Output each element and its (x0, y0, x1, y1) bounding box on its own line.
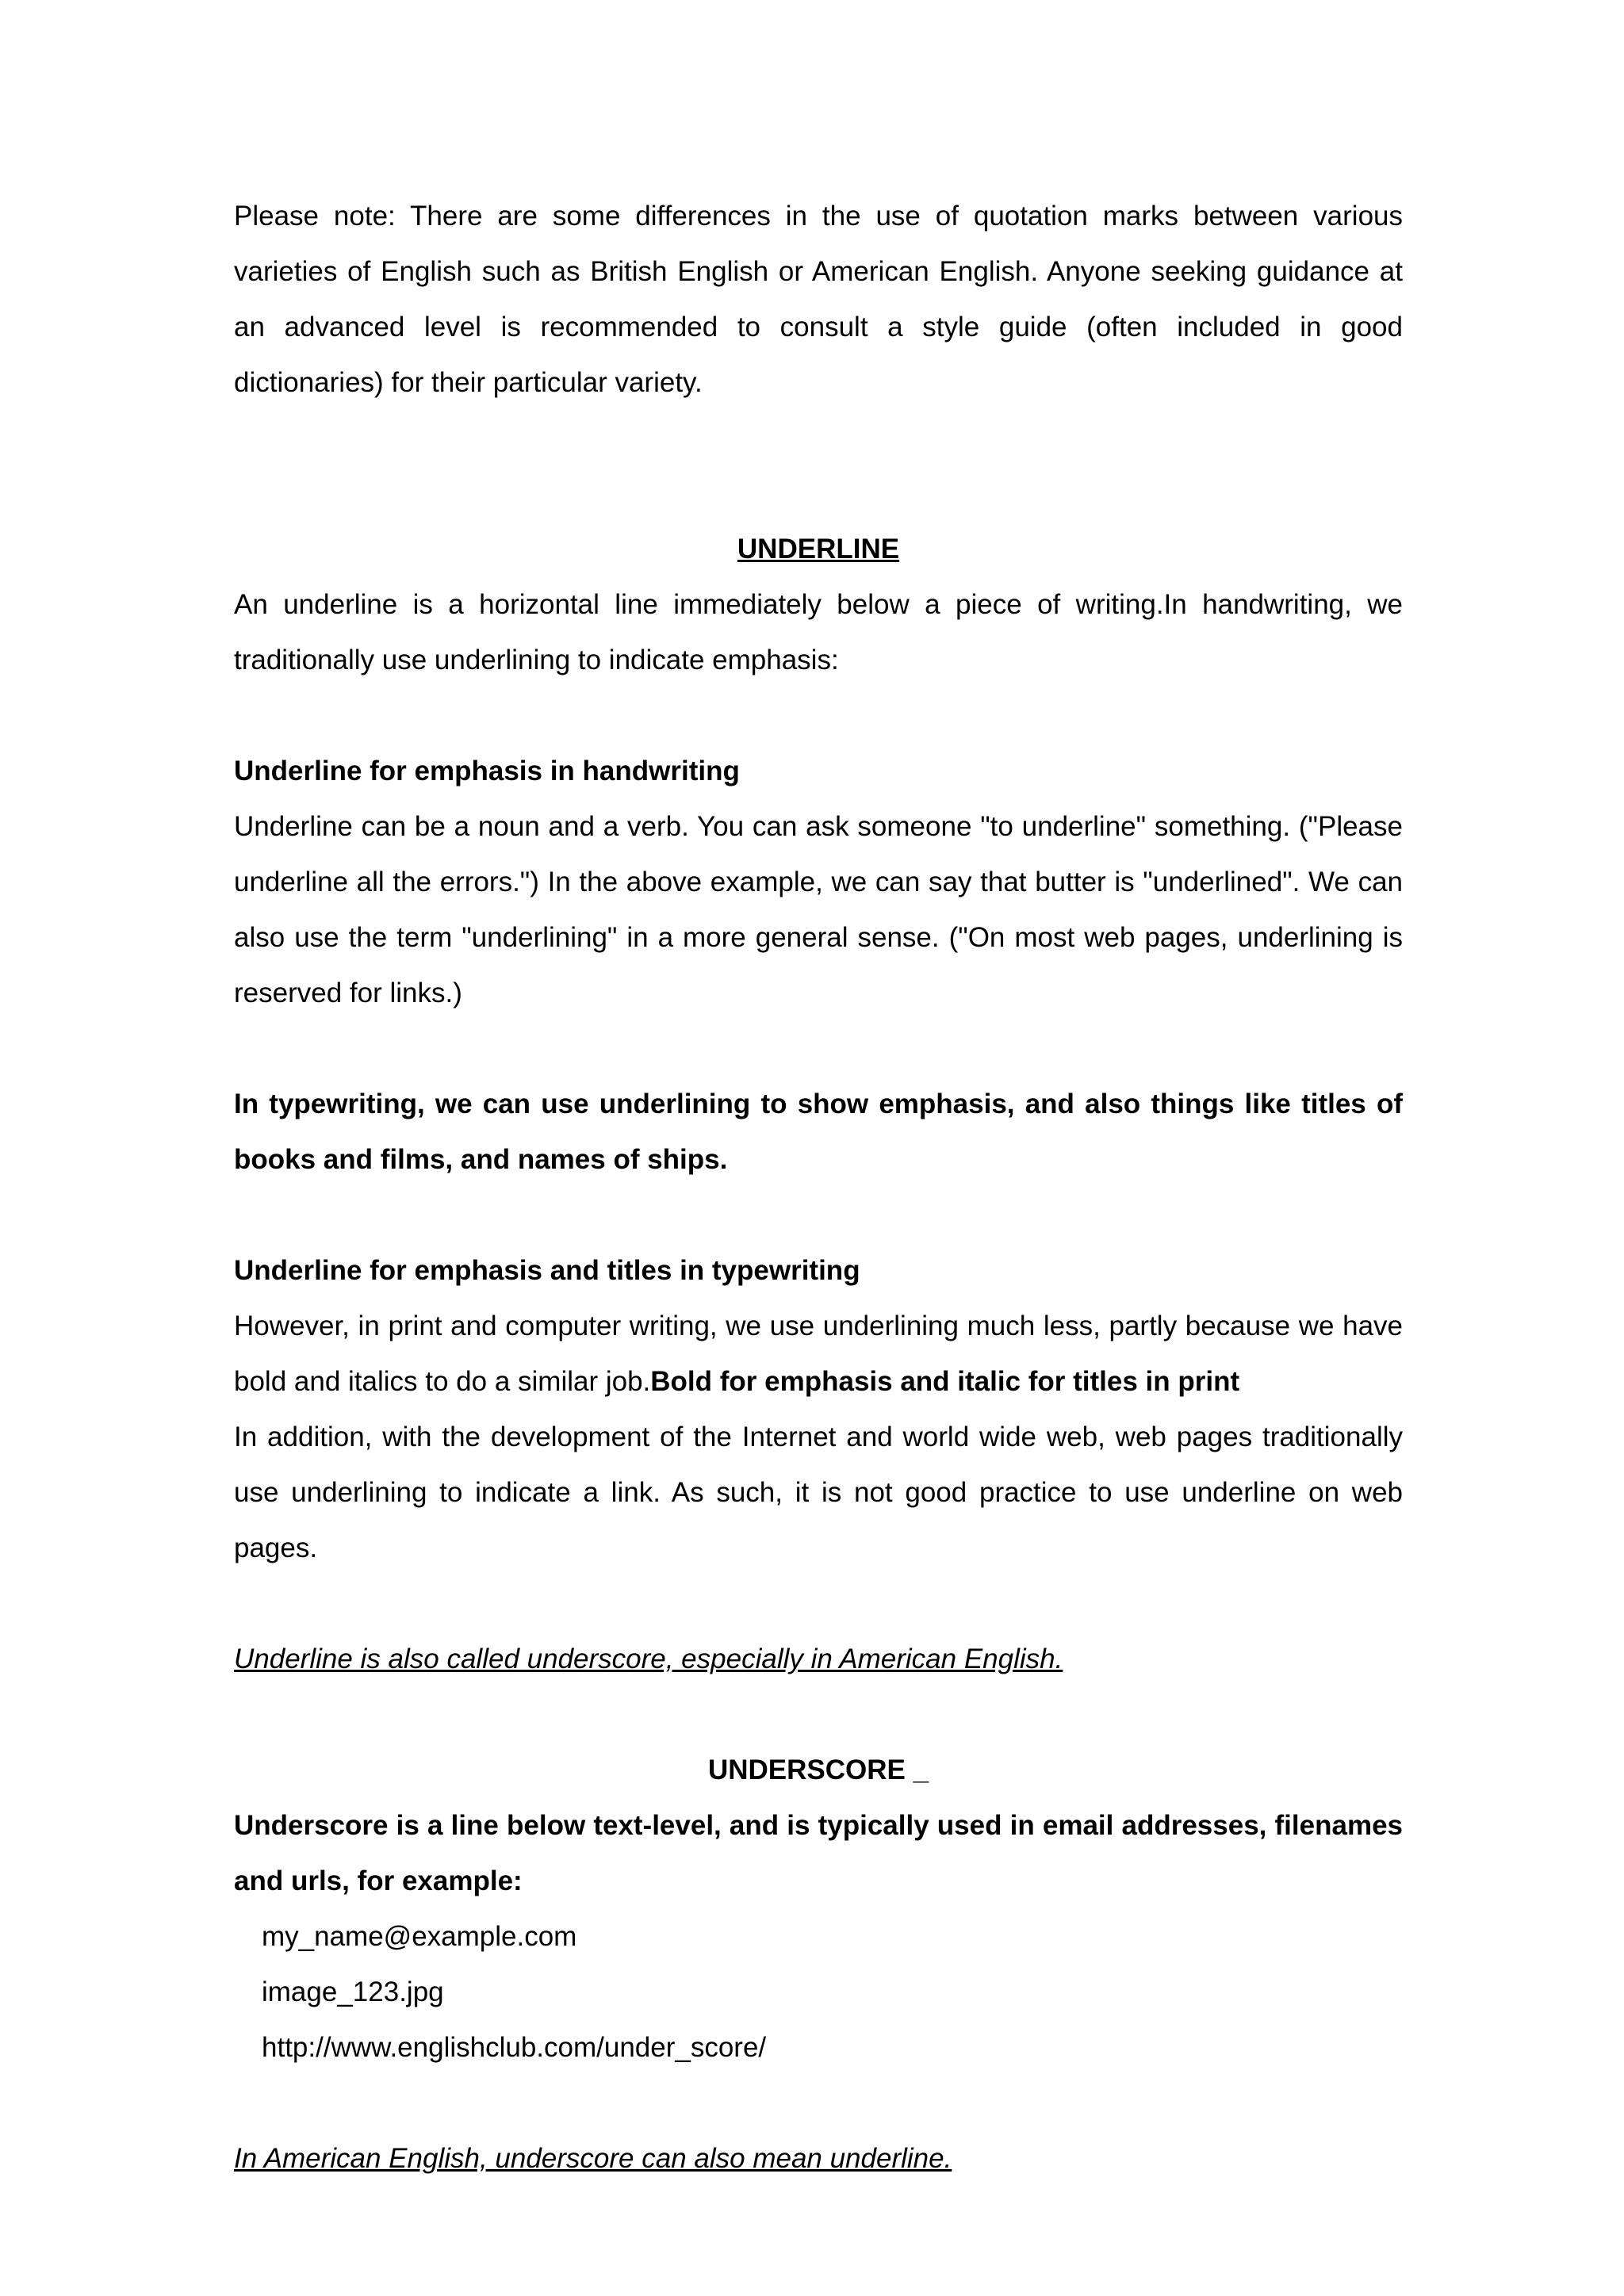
spacer (234, 1687, 1403, 1743)
print-writing-caption: Bold for emphasis and italic for titles in print (650, 1366, 1240, 1397)
example-email: my_name@example.com (262, 1921, 577, 1952)
web-links-paragraph: In addition, with the development of the Internet and world wide web, web pages traditionally use underlining to indicate a link. As such, it is not good practice to use underline on web pages. (234, 1422, 1403, 1563)
print-writing-paragraph (234, 1299, 1403, 1410)
underline-underscore-note: Underline is also called underscore, especially in American English. (234, 1644, 1063, 1674)
spacer (234, 466, 1403, 522)
document-page (234, 189, 1403, 2187)
spacer (234, 1021, 1403, 1077)
underline-heading: UNDERLINE (737, 534, 900, 564)
print-writing-text: However, in print and computer writing, we use underlining much less, partly because we have bold and italics to do a similar job. (234, 1311, 1403, 1397)
subheading-handwriting: Underline for emphasis in handwriting (234, 756, 740, 786)
underscore-heading: UNDERSCORE _ (707, 1755, 929, 1785)
underscore-intro: Underscore is a line below text-level, and is typically used in email addresses, filenames and urls, for example: (234, 1810, 1403, 1896)
example-filename: image_123.jpg (262, 1976, 444, 2007)
example-url: http://www.englishclub.com/under_score/ (262, 2032, 767, 2063)
underline-noun-verb-paragraph: Underline can be a noun and a verb. You can ask someone "to underline" something. ("Please underline all the errors.") In the above example, we can say that butter is "underlined". We can also use the term "underlining" in a more general sense. ("On most web pages, underlining is reserved for links.) (234, 811, 1403, 1008)
subheading-typewriting: Underline for emphasis and titles in typewriting (234, 1255, 860, 1286)
quotation-marks-note: Please note: There are some differences in the use of quotation marks between various varieties of English such as British English or American English. Anyone seeking guidance at an advanced level is recommended to consult a style guide (often included in good dictionaries) for their particular variety. (234, 201, 1403, 398)
spacer (234, 411, 1403, 466)
underline-intro: An underline is a horizontal line immediately below a piece of writing.In handwriting, we traditionally use underlining to indicate emphasis: (234, 589, 1403, 675)
american-english-note: In American English, underscore can also mean underline. (234, 2143, 952, 2174)
spacer (234, 688, 1403, 744)
spacer (234, 2076, 1403, 2131)
typewriting-paragraph: In typewriting, we can use underlining to show emphasis, and also things like titles of books and films, and names of ships. (234, 1089, 1403, 1175)
spacer (234, 1188, 1403, 1243)
spacer (234, 1576, 1403, 1632)
